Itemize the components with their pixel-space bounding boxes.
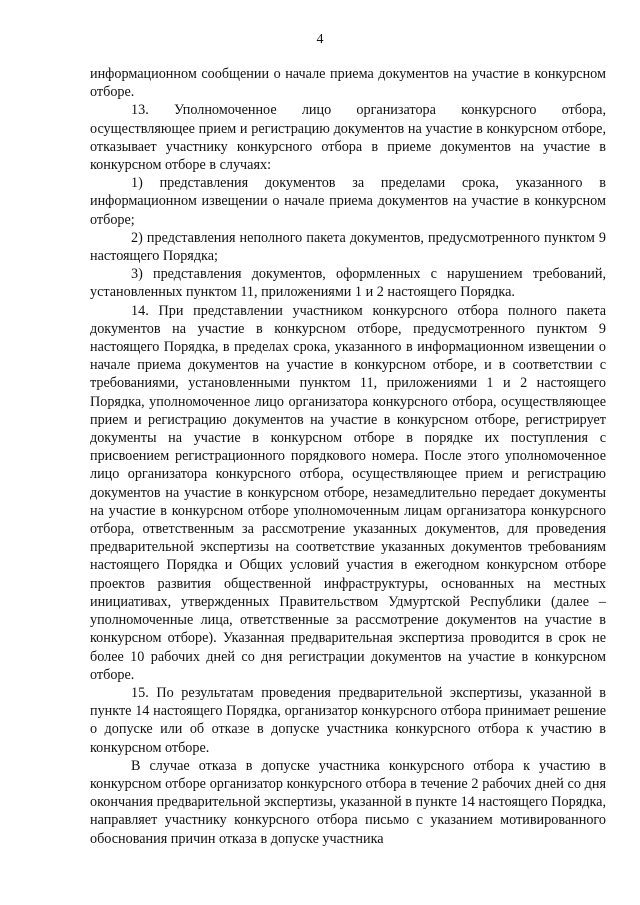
paragraph-15: 15. По результатам проведения предварительной экспертизы, указанной в пункте 14 настоящего Порядка, организатор конкурсного отбора принимает решение о допуске или об отказе в допуске участника конкурсного отбора к участию в конкурсном отборе. (90, 684, 606, 756)
list-item-2: 2) представления неполного пакета документов, предусмотренного пунктом 9 настоящего Порядка; (90, 229, 606, 265)
paragraph-13: 13. Уполномоченное лицо организатора конкурсного отбора, осуществляющее прием и регистрацию документов на участие в конкурсном отборе, отказывает участнику конкурсного отбора в приеме документов на участие в конкурсном отборе в случаях: (90, 102, 606, 174)
list-item-3: 3) представления документов, оформленных с нарушением требований, установленных пунктом 11, приложениями 1 и 2 настоящего Порядка. (90, 266, 606, 301)
paragraph-continuation: информационном сообщении о начале приема документов на участие в конкурсном отборе. (90, 66, 606, 101)
paragraph-14: 14. При представлении участником конкурсного отбора полного пакета документов на участие в конкурсном отборе, предусмотренного пунктом 9 настоящего Порядка, в пределах срока, указанного в информационном извещении о начале приема документов на участие в конкурсном отборе, и в соответствии с требованиями, установленными пунктом 11, приложениями 1 и 2 настоящего Порядка, уполномоченное лицо организатора конкурсного отбора, осуществляющее прием и регистрацию документов на участие в конкурсном отборе, регистрирует документы на участие в конкурсном отборе в порядке их поступления с присвоением регистрационного порядкового номера. После этого уполномоченное лицо организатора конкурсного отбора, осуществляющее прием и регистрацию документов на участие в конкурсном отборе, незамедлительно передает документы на участие в конкурсном отборе уполномоченным лицам организатора конкурсного отбора, ответственным за рассмотрение указанных документов, для проведения предварительной экспертизы на соответствие указанных документов требованиям настоящего Порядка и Общих условий участия в ежегодном конкурсном отборе проектов развития общественной инфраструктуры, основанных на местных инициативах, утвержденных Правительством Удмуртской Республики (далее – уполномоченные лица, ответственные за рассмотрение документов на участие в конкурсном отборе). Указанная предварительная экспертиза проводится в срок не более 10 рабочих дней со дня регистрации документов на участие в конкурсном отборе. (90, 302, 606, 683)
page-number: 4 (316, 32, 324, 47)
document-body (90, 65, 606, 848)
list-item-1: 1) представления документов за пределами срока, указанного в информационном извещении о начале приема документов на участие в конкурсном отборе; (90, 175, 606, 228)
paragraph-refusal: В случае отказа в допуске участника конкурсного отбора к участию в конкурсном отборе организатор конкурсного отбора в течение 2 рабочих дней со дня окончания предварительной экспертизы, указанной в пункте 14 настоящего Порядка, направляет участнику конкурсного отбора письмо с указанием мотивированного обоснования причин отказа в допуске участника (90, 757, 606, 847)
